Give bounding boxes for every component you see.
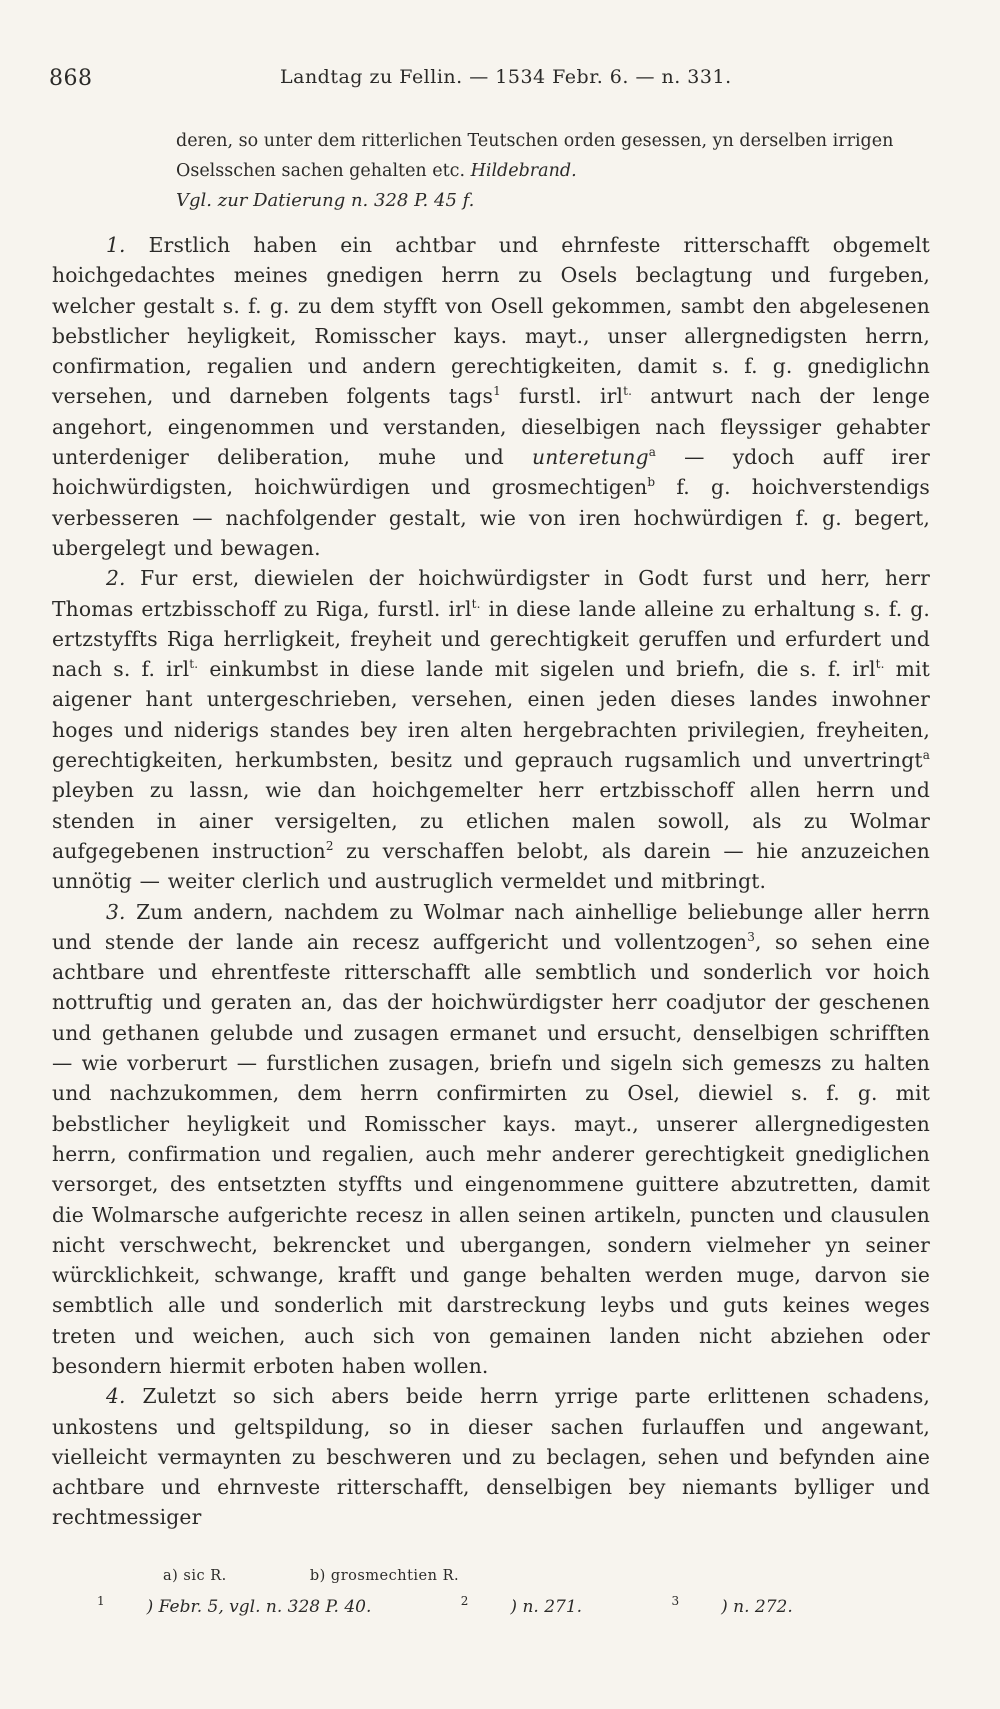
paragraph-text: zu verschaffen belobt, als darein — hie anzuzeichen unnötig — weiter clerlich und austruglich vermeldet und mitbringt. xyxy=(52,838,931,894)
footnote-mark: 3 xyxy=(671,1594,680,1608)
footnote-text: ) n. 272. xyxy=(721,1596,793,1617)
dating-note: Vgl. zur Datierung n. 328 P. 45 f. xyxy=(176,190,475,211)
intro-block xyxy=(176,126,930,216)
paragraph-2 xyxy=(52,563,930,896)
paragraph-text: pleyben zu lassn, wie dan hoichgemelter herr ertzbisschoff allen herrn und stenden in ainer versigelten, zu etlichen malen sowoll, als zu Wolmar aufgegebenen instruction xyxy=(52,778,930,863)
footnote-ref: a xyxy=(648,445,657,460)
paragraph-text: mit aigener hant untergeschrieben, versehen, einen jeden dieses landes inwohner hoges und niderigs standes bey iren alten hergebrachten privilegien, freyheiten, gerechtigkeiten, herkumbsten, besitz und geprauch rugsamlich und unvertringt xyxy=(52,657,930,773)
paragraph-text: antwurt nach der lenge angehort, eingenommen und verstanden, dieselbigen nach fleyssiger gehabter unterdeniger deliberation, muhe und xyxy=(52,384,930,470)
footnote-ref: 1 xyxy=(493,384,501,399)
footnote-ref: 2 xyxy=(325,839,334,854)
footnote-mark: 1 xyxy=(97,1594,105,1608)
paragraph-number: 4. xyxy=(106,1384,126,1409)
paragraph-text: Zum andern, nachdem zu Wolmar nach ainhellige beliebunge aller herrn und stende der lande ain recesz auffgericht und vollentzogen xyxy=(52,899,930,954)
page-body xyxy=(52,94,930,1533)
footnotes xyxy=(52,1568,930,1617)
paragraph-text: Erstlich haben ein achtbar und ehrnfeste ritterschafft obgemelt hoichgedachtes meines gnedigen herrn zu Osels beclagtung und furgeben, welcher gestalt s. f. g. zu dem styfft von Osell gekommen, sambt den abgelesenen bebstlicher heyligkeit, Romisscher kays. mayt., unser allergnedigsten herrn, confirmation, regalien und andern gerechtigkeiten, damit s. f. g. gnediglichn versehen, und darneben folgents tags xyxy=(52,233,930,409)
paragraph-text: — ydoch auff irer hoichwürdigsten, hoichwürdigen und grosmechtigen xyxy=(52,445,930,500)
footnote-ref: b xyxy=(647,475,656,490)
abbrev-mark: t. xyxy=(471,596,481,611)
footnote-ref: a xyxy=(922,748,930,763)
abbrev-mark: t. xyxy=(189,657,199,672)
footnote-mark: 2 xyxy=(460,1594,469,1608)
running-title: Landtag zu Fellin. — 1534 Febr. 6. — n. 331. xyxy=(280,66,732,88)
paragraph-3 xyxy=(52,897,930,1382)
source-notes xyxy=(97,1594,930,1617)
text-critical-notes xyxy=(163,1568,930,1584)
intro-line-2-prefix: Oselsschen sachen gehalten etc. xyxy=(176,161,466,181)
footnote-2 xyxy=(460,1594,624,1617)
intro-line-1: deren, so unter dem ritterlichen Teutschen orden gesessen, yn derselben irrigen xyxy=(176,131,894,151)
footnote-ref: 3 xyxy=(747,930,755,945)
italic-word: unteretung xyxy=(532,445,649,470)
footnote-b: b) grosmechtien R. xyxy=(309,1568,460,1584)
abbrev-mark: t. xyxy=(875,657,885,672)
paragraph-text: Fur erst, diewielen der hoichwürdigster in Godt furst und herr, herr Thomas ertzbisschoff zu Riga, furstl. irl xyxy=(52,566,930,621)
paragraph-text: Zuletzt so sich abers beide herrn yrrige parte erlittenen schadens, unkostens und geltspildung, so in dieser sachen furlauffen und angewant, vielleicht vermaynten zu beschweren und zu beclagen, sehen und befynden aine achtbare und ehrnveste ritterschafft, denselbigen bey niemants bylliger und rechtmessiger xyxy=(52,1384,930,1530)
paragraph-1 xyxy=(52,230,930,563)
paragraph-text: in diese lande alleine zu erhaltung s. f. g. ertzstyffts Riga herrligkeit, freyheit und gerechtigkeit geruffen und erfurdert und nach s. f. irl xyxy=(52,596,930,682)
page-header xyxy=(49,60,930,94)
intro-line-2 xyxy=(176,156,930,186)
abbrev-mark: t. xyxy=(623,384,633,399)
page-number: 868 xyxy=(49,66,93,91)
paragraph-number: 3. xyxy=(106,899,126,924)
footnote-text: ) n. 271. xyxy=(510,1596,583,1617)
paragraph-text: f. g. hoichverstendigs verbesseren — nachfolgender gestalt, wie von iren hochwürdigen f. g. begert, ubergelegt und bewagen. xyxy=(52,475,930,560)
footnote-a: a) sic R. xyxy=(163,1568,227,1584)
paragraph-text: furstl. irl xyxy=(500,384,624,409)
main-text xyxy=(52,230,930,1533)
footnote-3 xyxy=(671,1594,834,1617)
paragraph-text: , so sehen eine achtbare und ehrentfeste ritterschafft alle sembtlich und sonderlich vor hoich nottruftig und geraten an, das der hoichwürdigster herr coadjutor der geschenen und gethanen gelubde und zusagen ermanet und ersucht, denselbigen schrifften — wie vorberurt — furstlichen zusagen, briefn und sigeln sich gemeszs zu halten und nachzukommen, dem herrn confirmirten zu Osel, diewiel s. f. g. mit bebstlicher heyligkeit und Romisscher kays. mayt., unserer allergnedigesten herrn, confirmation und regalien, auch mehr anderer gerechtigkeit gnediglichen versorget, des entsetzten styffts und eingenommene guittere abzutretten, damit die Wolmarsche aufgerichte recesz in allen seinen artikeln, puncten und clausulen nicht verschwecht, bekrencket und ubergangen, sondern vielmeher yn seiner würcklichkeit, schwange, krafft und gange behalten werden muge, darvon sie sembtlich alle und sonderlich mit darstreckung leybs und guts keines weges treten und weichen, auch sich von gemainen landen nicht abziehen oder besondern hiermit erboten haben wollen. xyxy=(52,929,930,1378)
intro-author: Hildebrand. xyxy=(470,161,577,181)
paragraph-text: einkumbst in diese lande mit sigelen und briefn, die s. f. irl xyxy=(198,657,876,682)
footnote-text: ) Febr. 5, vgl. n. 328 P. 40. xyxy=(146,1596,372,1617)
footnote-1 xyxy=(97,1594,413,1617)
paragraph-number: 2. xyxy=(106,566,126,591)
paragraph-4 xyxy=(52,1381,930,1532)
paragraph-number: 1. xyxy=(106,233,126,257)
